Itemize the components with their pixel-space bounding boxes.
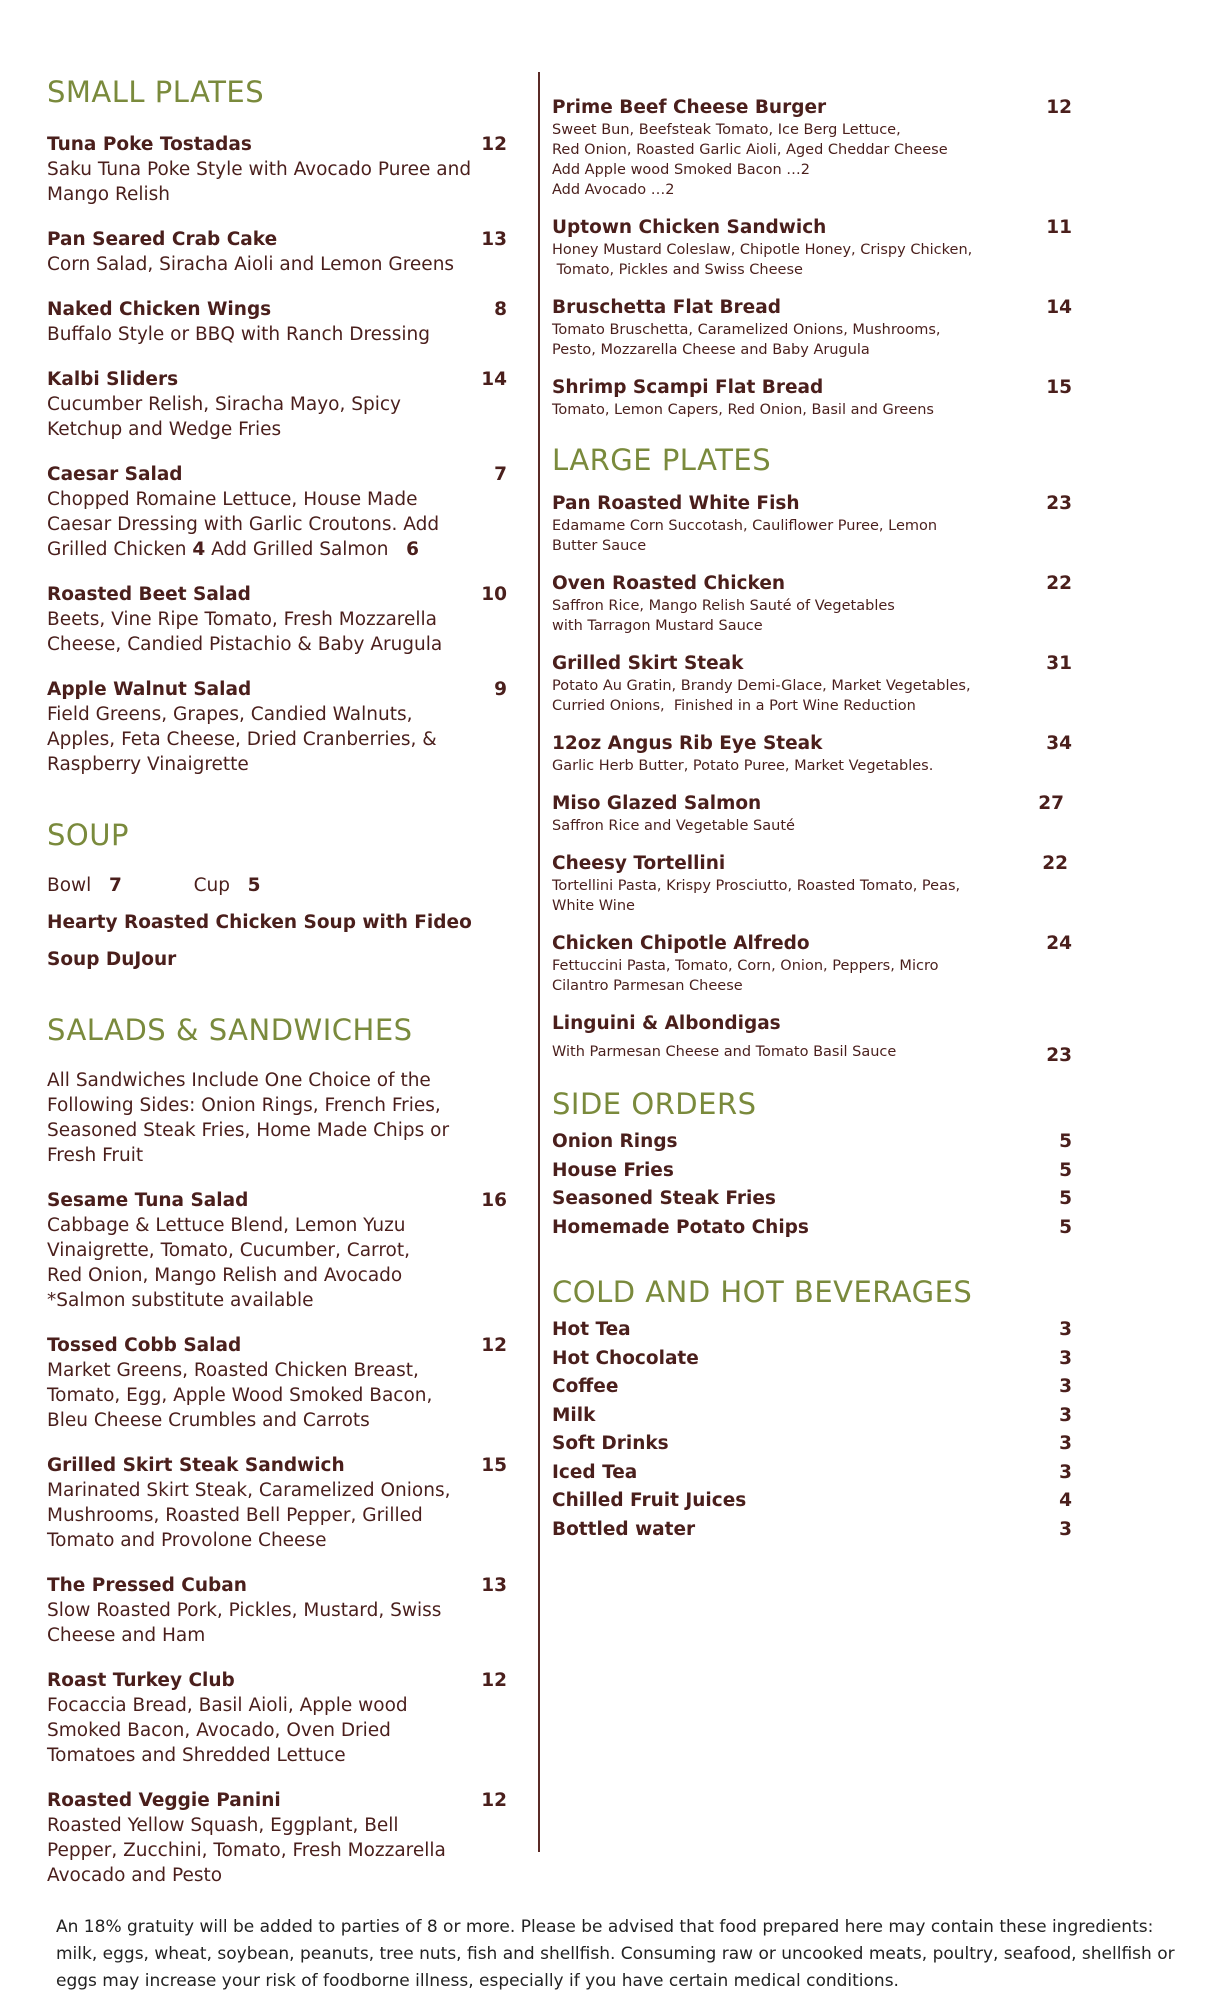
item-name: Sesame Tuna Salad bbox=[47, 1190, 249, 1211]
addon-price: 4 bbox=[192, 539, 206, 560]
menu-item bbox=[552, 96, 1094, 200]
item-price: 12 bbox=[481, 1670, 507, 1691]
cup-price: 5 bbox=[247, 875, 261, 896]
beverages-list bbox=[552, 1316, 1094, 1544]
item-description-line: Honey Mustard Coleslaw, Chipotle Honey, Crispy Chicken, bbox=[552, 242, 973, 258]
item-name: Naked Chicken Wings bbox=[47, 299, 272, 320]
item-description-line: Pesto, Mozzarella Cheese and Baby Arugula bbox=[552, 342, 870, 358]
item-price: 13 bbox=[481, 229, 507, 250]
item-description-line: Butter Sauce bbox=[552, 538, 647, 554]
item-description-line: Add Apple wood Smoked Bacon …2 bbox=[552, 162, 810, 178]
item-price: 3 bbox=[1059, 1433, 1072, 1454]
menu-item bbox=[552, 732, 1094, 776]
item-name: Grilled Skirt Steak Sandwich bbox=[47, 1455, 345, 1476]
item-name: Prime Beef Cheese Burger bbox=[552, 97, 827, 118]
item-price: 16 bbox=[481, 1190, 507, 1211]
beverages-title: COLD AND HOT BEVERAGES bbox=[552, 1275, 973, 1309]
menu-item bbox=[47, 1573, 507, 1648]
menu-item bbox=[552, 932, 1094, 996]
list-item bbox=[552, 1487, 1094, 1516]
menu-item bbox=[552, 492, 1094, 556]
menu-right-column bbox=[552, 96, 1094, 1544]
item-price: 15 bbox=[481, 1455, 507, 1476]
list-item bbox=[552, 1128, 1094, 1157]
item-price: 14 bbox=[1046, 297, 1072, 318]
item-description: Marinated Skirt Steak, Caramelized Onions, Mushrooms, Roasted Bell Pepper, Grilled Tomato and Provolone Cheese bbox=[47, 1480, 451, 1551]
item-name: Grilled Skirt Steak bbox=[552, 653, 744, 674]
item-name: Roasted Beet Salad bbox=[47, 584, 251, 605]
cup-label: Cup bbox=[193, 875, 230, 896]
item-price: 5 bbox=[1059, 1131, 1072, 1152]
item-name: Hot Tea bbox=[552, 1319, 631, 1340]
item-price: 3 bbox=[1059, 1319, 1072, 1340]
item-name: Homemade Potato Chips bbox=[552, 1216, 809, 1238]
menu-item bbox=[47, 1333, 507, 1433]
item-description-line: Tomato, Pickles and Swiss Cheese bbox=[552, 262, 803, 278]
menu-item bbox=[47, 1188, 507, 1313]
list-item bbox=[552, 1316, 1094, 1345]
menu-item bbox=[47, 132, 507, 207]
list-item bbox=[552, 1185, 1094, 1214]
menu-item bbox=[47, 297, 507, 347]
item-name: Hot Chocolate bbox=[552, 1347, 699, 1369]
item-price: 5 bbox=[1059, 1188, 1072, 1209]
item-price: 12 bbox=[1046, 97, 1072, 118]
item-description-line: With Parmesan Cheese and Tomato Basil Sauce bbox=[552, 1044, 897, 1060]
item-price: 31 bbox=[1046, 653, 1072, 674]
item-description-line: Saffron Rice and Vegetable Sauté bbox=[552, 818, 795, 834]
item-name: Coffee bbox=[552, 1376, 619, 1397]
soup-sizes bbox=[47, 873, 507, 898]
item-description: Roasted Yellow Squash, Eggplant, Bell Pepper, Zucchini, Tomato, Fresh Mozzarella Avocado and Pesto bbox=[47, 1815, 446, 1886]
item-name: Soft Drinks bbox=[552, 1433, 669, 1454]
item-description-line: Red Onion, Roasted Garlic Aioli, Aged Cheddar Cheese bbox=[552, 142, 948, 158]
item-name: Seasoned Steak Fries bbox=[552, 1188, 776, 1209]
item-price: 3 bbox=[1059, 1518, 1072, 1540]
menu-item bbox=[552, 572, 1094, 636]
item-name: Bruschetta Flat Bread bbox=[552, 297, 781, 318]
item-name: House Fries bbox=[552, 1159, 674, 1181]
item-price: 23 bbox=[1046, 1045, 1072, 1066]
addon-price: 6 bbox=[406, 539, 420, 560]
item-price: 9 bbox=[494, 679, 507, 700]
item-price: 5 bbox=[1059, 1159, 1072, 1181]
menu-item bbox=[552, 652, 1094, 716]
item-name: Onion Rings bbox=[552, 1131, 678, 1152]
menu-item bbox=[552, 852, 1094, 916]
item-description-line: Add Avocado …2 bbox=[552, 182, 675, 198]
item-name: The Pressed Cuban bbox=[47, 1575, 247, 1596]
item-name: Oven Roasted Chicken bbox=[552, 573, 786, 594]
menu-item bbox=[47, 582, 507, 657]
salads-sandwiches-title: SALADS & SANDWICHES bbox=[47, 1013, 413, 1047]
item-price: 34 bbox=[1046, 733, 1072, 754]
menu-item bbox=[552, 376, 1094, 420]
soup-title: SOUP bbox=[47, 818, 129, 852]
item-name: Bottled water bbox=[552, 1518, 696, 1540]
column-divider bbox=[538, 72, 540, 1852]
item-name: Uptown Chicken Sandwich bbox=[552, 217, 827, 238]
item-name: Chicken Chipotle Alfredo bbox=[552, 933, 810, 954]
item-description-line: Curried Onions, Finished in a Port Wine Reduction bbox=[552, 698, 916, 714]
item-price: 10 bbox=[481, 584, 507, 605]
item-name: Roasted Veggie Panini bbox=[47, 1790, 281, 1811]
menu-item bbox=[47, 677, 507, 777]
item-description: Corn Salad, Siracha Aioli and Lemon Greens bbox=[47, 254, 455, 275]
menu-item bbox=[552, 1012, 1094, 1076]
item-description-line: with Tarragon Mustard Sauce bbox=[552, 618, 763, 634]
item-price: 12 bbox=[481, 1790, 507, 1811]
item-price: 7 bbox=[494, 464, 507, 485]
item-name: Linguini & Albondigas bbox=[552, 1013, 781, 1034]
item-description-line: Saffron Rice, Mango Relish Sauté of Vegetables bbox=[552, 598, 895, 614]
item-name: Pan Seared Crab Cake bbox=[47, 229, 278, 250]
item-description-line: Fettuccini Pasta, Tomato, Corn, Onion, Peppers, Micro bbox=[552, 958, 939, 974]
allergen-gratuity-notice: An 18% gratuity will be added to parties of 8 or more. Please be advised that food prepared here may contain these ingredients: milk, eggs, wheat, soybean, peanuts, tree nuts, fish and shellfish. Consuming raw or uncooked meats, poultry, seafood, shellfish or eggs may increase your risk of foodborne illness, especially if you have certain medical conditions. bbox=[56, 1917, 1175, 1991]
item-description: Market Greens, Roasted Chicken Breast, Tomato, Egg, Apple Wood Smoked Bacon, Bleu Cheese Crumbles and Carrots bbox=[47, 1360, 433, 1431]
menu-item bbox=[47, 1453, 507, 1553]
item-price: 12 bbox=[481, 134, 507, 155]
item-price: 14 bbox=[481, 369, 507, 390]
item-price: 3 bbox=[1059, 1376, 1072, 1397]
item-price: 23 bbox=[1046, 493, 1072, 514]
soup-item: Hearty Roasted Chicken Soup with Fideo bbox=[47, 912, 472, 933]
item-name: Tossed Cobb Salad bbox=[47, 1335, 242, 1356]
side-orders-list bbox=[552, 1128, 1094, 1242]
item-name: Milk bbox=[552, 1404, 596, 1426]
item-name: Miso Glazed Salmon bbox=[552, 793, 762, 814]
item-description: Cucumber Relish, Siracha Mayo, Spicy Ketchup and Wedge Fries bbox=[47, 394, 401, 440]
large-plates-title: LARGE PLATES bbox=[552, 443, 772, 477]
item-name: Roast Turkey Club bbox=[47, 1670, 235, 1691]
item-name: Shrimp Scampi Flat Bread bbox=[552, 377, 824, 398]
item-description bbox=[47, 487, 477, 562]
sandwich-sides-note: All Sandwiches Include One Choice of the Following Sides: Onion Rings, French Fries, Seasoned Steak Fries, Home Made Chips or Fresh Fruit bbox=[47, 1070, 450, 1166]
item-price: 27 bbox=[1038, 793, 1064, 814]
item-description: Focaccia Bread, Basil Aioli, Apple wood Smoked Bacon, Avocado, Oven Dried Tomatoes and Shredded Lettuce bbox=[47, 1695, 408, 1766]
item-description-line: White Wine bbox=[552, 898, 635, 914]
menu-item bbox=[47, 367, 507, 442]
item-description-line: Garlic Herb Butter, Potato Puree, Market Vegetables. bbox=[552, 758, 934, 774]
item-description-line: Edamame Corn Succotash, Cauliflower Puree, Lemon bbox=[552, 518, 938, 534]
item-name: Apple Walnut Salad bbox=[47, 679, 252, 700]
item-price: 3 bbox=[1059, 1461, 1072, 1483]
list-item bbox=[552, 1516, 1094, 1545]
item-description-line: Cilantro Parmesan Cheese bbox=[552, 978, 743, 994]
item-description: Slow Roasted Pork, Pickles, Mustard, Swiss Cheese and Ham bbox=[47, 1600, 442, 1646]
item-price: 22 bbox=[1042, 853, 1068, 874]
item-description-line: Tomato Bruschetta, Caramelized Onions, Mushrooms, bbox=[552, 322, 941, 338]
item-price: 8 bbox=[494, 299, 507, 320]
list-item bbox=[552, 1214, 1094, 1243]
item-name: 12oz Angus Rib Eye Steak bbox=[552, 733, 823, 754]
item-description-line: Tomato, Lemon Capers, Red Onion, Basil and Greens bbox=[552, 402, 934, 418]
item-description: Buffalo Style or BBQ with Ranch Dressing bbox=[47, 324, 430, 345]
menu-item bbox=[47, 1788, 507, 1888]
item-price: 11 bbox=[1046, 217, 1072, 238]
menu-item bbox=[552, 296, 1094, 360]
item-description: Cabbage & Lettuce Blend, Lemon Yuzu Vinaigrette, Tomato, Cucumber, Carrot, Red Onion, Mango Relish and Avocado *Salmon substitute available bbox=[47, 1215, 410, 1311]
list-item bbox=[552, 1459, 1094, 1488]
addon-text: Add Grilled Salmon bbox=[211, 539, 389, 560]
item-description: Saku Tuna Poke Style with Avocado Puree and Mango Relish bbox=[47, 159, 472, 205]
bowl-price: 7 bbox=[108, 875, 122, 896]
side-orders-title: SIDE ORDERS bbox=[552, 1087, 757, 1121]
list-item bbox=[552, 1430, 1094, 1459]
soup-item: Soup DuJour bbox=[47, 949, 177, 970]
item-price: 24 bbox=[1046, 933, 1072, 954]
menu-item bbox=[47, 462, 507, 562]
list-item bbox=[552, 1157, 1094, 1186]
item-description-line: Tortellini Pasta, Krispy Prosciutto, Roasted Tomato, Peas, bbox=[552, 878, 961, 894]
list-item bbox=[552, 1373, 1094, 1402]
item-name: Pan Roasted White Fish bbox=[552, 493, 800, 514]
item-price: 3 bbox=[1059, 1347, 1072, 1369]
menu-item bbox=[552, 792, 1094, 836]
small-plates-title: SMALL PLATES bbox=[47, 75, 265, 109]
item-description: Beets, Vine Ripe Tomato, Fresh Mozzarella Cheese, Candied Pistachio & Baby Arugula bbox=[47, 609, 443, 655]
item-name: Caesar Salad bbox=[47, 464, 183, 485]
item-name: Cheesy Tortellini bbox=[552, 853, 726, 874]
item-name: Kalbi Sliders bbox=[47, 369, 179, 390]
item-price: 3 bbox=[1059, 1404, 1072, 1426]
item-price: 5 bbox=[1059, 1216, 1072, 1238]
item-description: Field Greens, Grapes, Candied Walnuts, Apples, Feta Cheese, Dried Cranberries, & Raspberry Vinaigrette bbox=[47, 704, 437, 775]
item-price: 12 bbox=[481, 1335, 507, 1356]
item-name: Tuna Poke Tostadas bbox=[47, 134, 252, 155]
item-name: Chilled Fruit Juices bbox=[552, 1490, 747, 1511]
menu-item bbox=[552, 216, 1094, 280]
item-description-line: Potato Au Gratin, Brandy Demi-Glace, Market Vegetables, bbox=[552, 678, 971, 694]
bowl-label: Bowl bbox=[47, 875, 92, 896]
list-item bbox=[552, 1345, 1094, 1374]
item-price: 4 bbox=[1059, 1490, 1072, 1511]
item-description-line: Sweet Bun, Beefsteak Tomato, Ice Berg Lettuce, bbox=[552, 122, 901, 138]
menu-item bbox=[47, 1668, 507, 1768]
item-price: 13 bbox=[481, 1575, 507, 1596]
menu-left-column bbox=[47, 70, 507, 1888]
item-price: 15 bbox=[1046, 377, 1072, 398]
list-item bbox=[552, 1402, 1094, 1431]
menu-item bbox=[47, 227, 507, 277]
item-name: Iced Tea bbox=[552, 1461, 638, 1483]
item-price: 22 bbox=[1046, 573, 1072, 594]
item-description-text: Chopped Romaine Lettuce, House Made Caesar Dressing with Garlic Croutons. Add Grilled Chicken bbox=[47, 489, 440, 560]
